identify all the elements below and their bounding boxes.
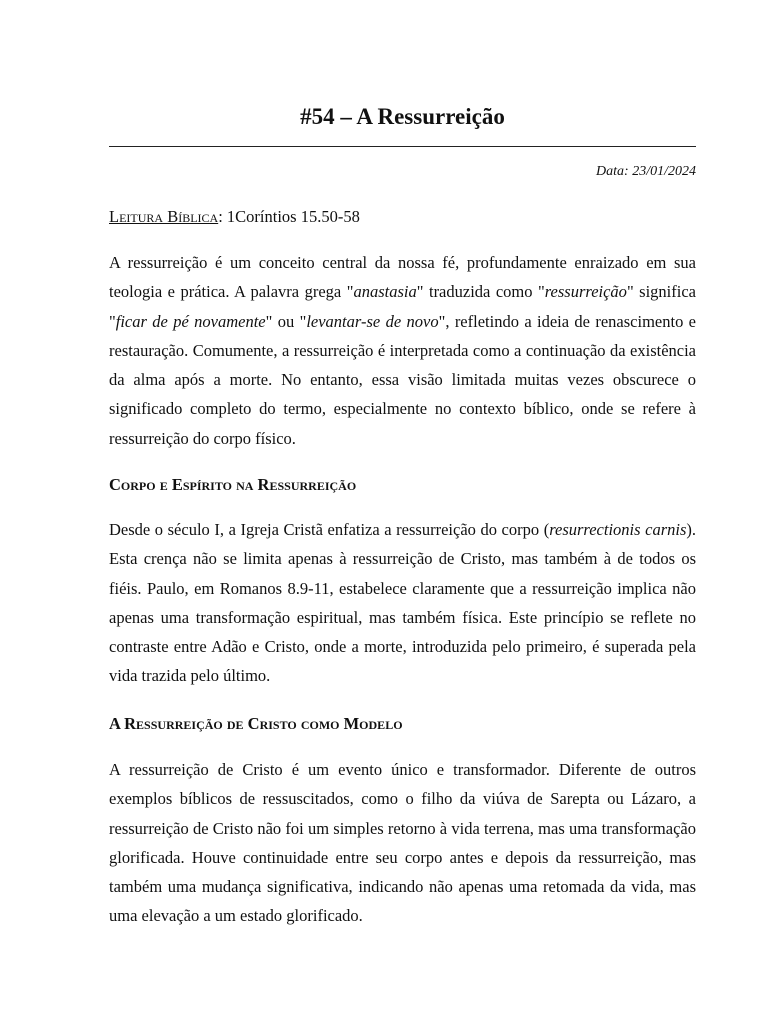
term-levantar-se: levantar-se de novo <box>306 311 439 331</box>
intro-text-4: " ou " <box>265 311 307 331</box>
section-paragraph-cristo-modelo: A ressurreição de Cristo é um evento único e transformador. Diferente de outros exemplos bíblicos de ressuscitados, como o filho da viúva de Sarepta ou Lázaro, a ressurreição de Cristo não foi um simples retorno à vida terrena, mas uma transformação glorificada. Houve continuidade entre seu corpo antes e depois da ressurreição, mas também uma mudança significativa, indicando não apenas uma retomada da vida, mas uma elevação a um estado glorificado. <box>109 760 696 926</box>
section-heading-cristo-modelo: A Ressurreição de Cristo como Modelo <box>109 714 403 733</box>
section1-text-1: Desde o século I, a Igreja Cristã enfatiza a ressurreição do corpo ( <box>109 520 550 539</box>
intro-text-2: " traduzida como " <box>416 282 545 302</box>
document-date: Data: 23/01/2024 <box>596 164 696 179</box>
intro-text-1: A ressurreição é um conceito central da nossa fé, profundamente enraizado em sua teologia e prática. A palavra grega " <box>109 253 696 302</box>
section-paragraph-corpo-espirito <box>109 515 696 691</box>
bible-reading <box>109 205 360 229</box>
intro-text-5: ", refletindo a ideia de renascimento e restauração. Comumente, a ressurreição é interpretada como a continuação da existência da alma após a morte. No entanto, essa visão limitada muitas vezes obscurece o significado completo do termo, especialmente no contexto bíblico, onde se refere à ressurreição do corpo físico. <box>109 311 697 448</box>
term-resurrectionis-carnis: resurrectionis carnis <box>549 520 687 539</box>
bible-reading-reference: 1Coríntios 15.50-58 <box>226 207 360 226</box>
document-title: #54 – A Ressurreição <box>300 104 505 129</box>
section-heading-corpo-espirito: Corpo e Espírito na Ressurreição <box>109 475 357 494</box>
intro-paragraph <box>109 248 696 453</box>
section1-text-2: ). Esta crença não se limita apenas à ressurreição de Cristo, mas também à de todos os fiéis. Paulo, em Romanos 8.9-11, estabelece claramente que a ressurreição implica não apenas uma transformação espiritual, mas também física. Este princípio se reflete no contraste entre Adão e Cristo, onde a morte, introduzida pelo primeiro, é superada pela vida trazida pelo último. <box>109 520 696 686</box>
bible-reading-label: Leitura Bíblica <box>109 207 219 226</box>
term-ficar-de-pe: ficar de pé novamente <box>115 311 266 331</box>
intro-text-3: " significa " <box>109 282 696 331</box>
title-divider <box>109 146 696 147</box>
bible-reading-separator: : <box>218 207 227 226</box>
term-ressurreicao: ressurreição <box>544 282 627 302</box>
term-anastasia: anastasia <box>353 282 417 302</box>
